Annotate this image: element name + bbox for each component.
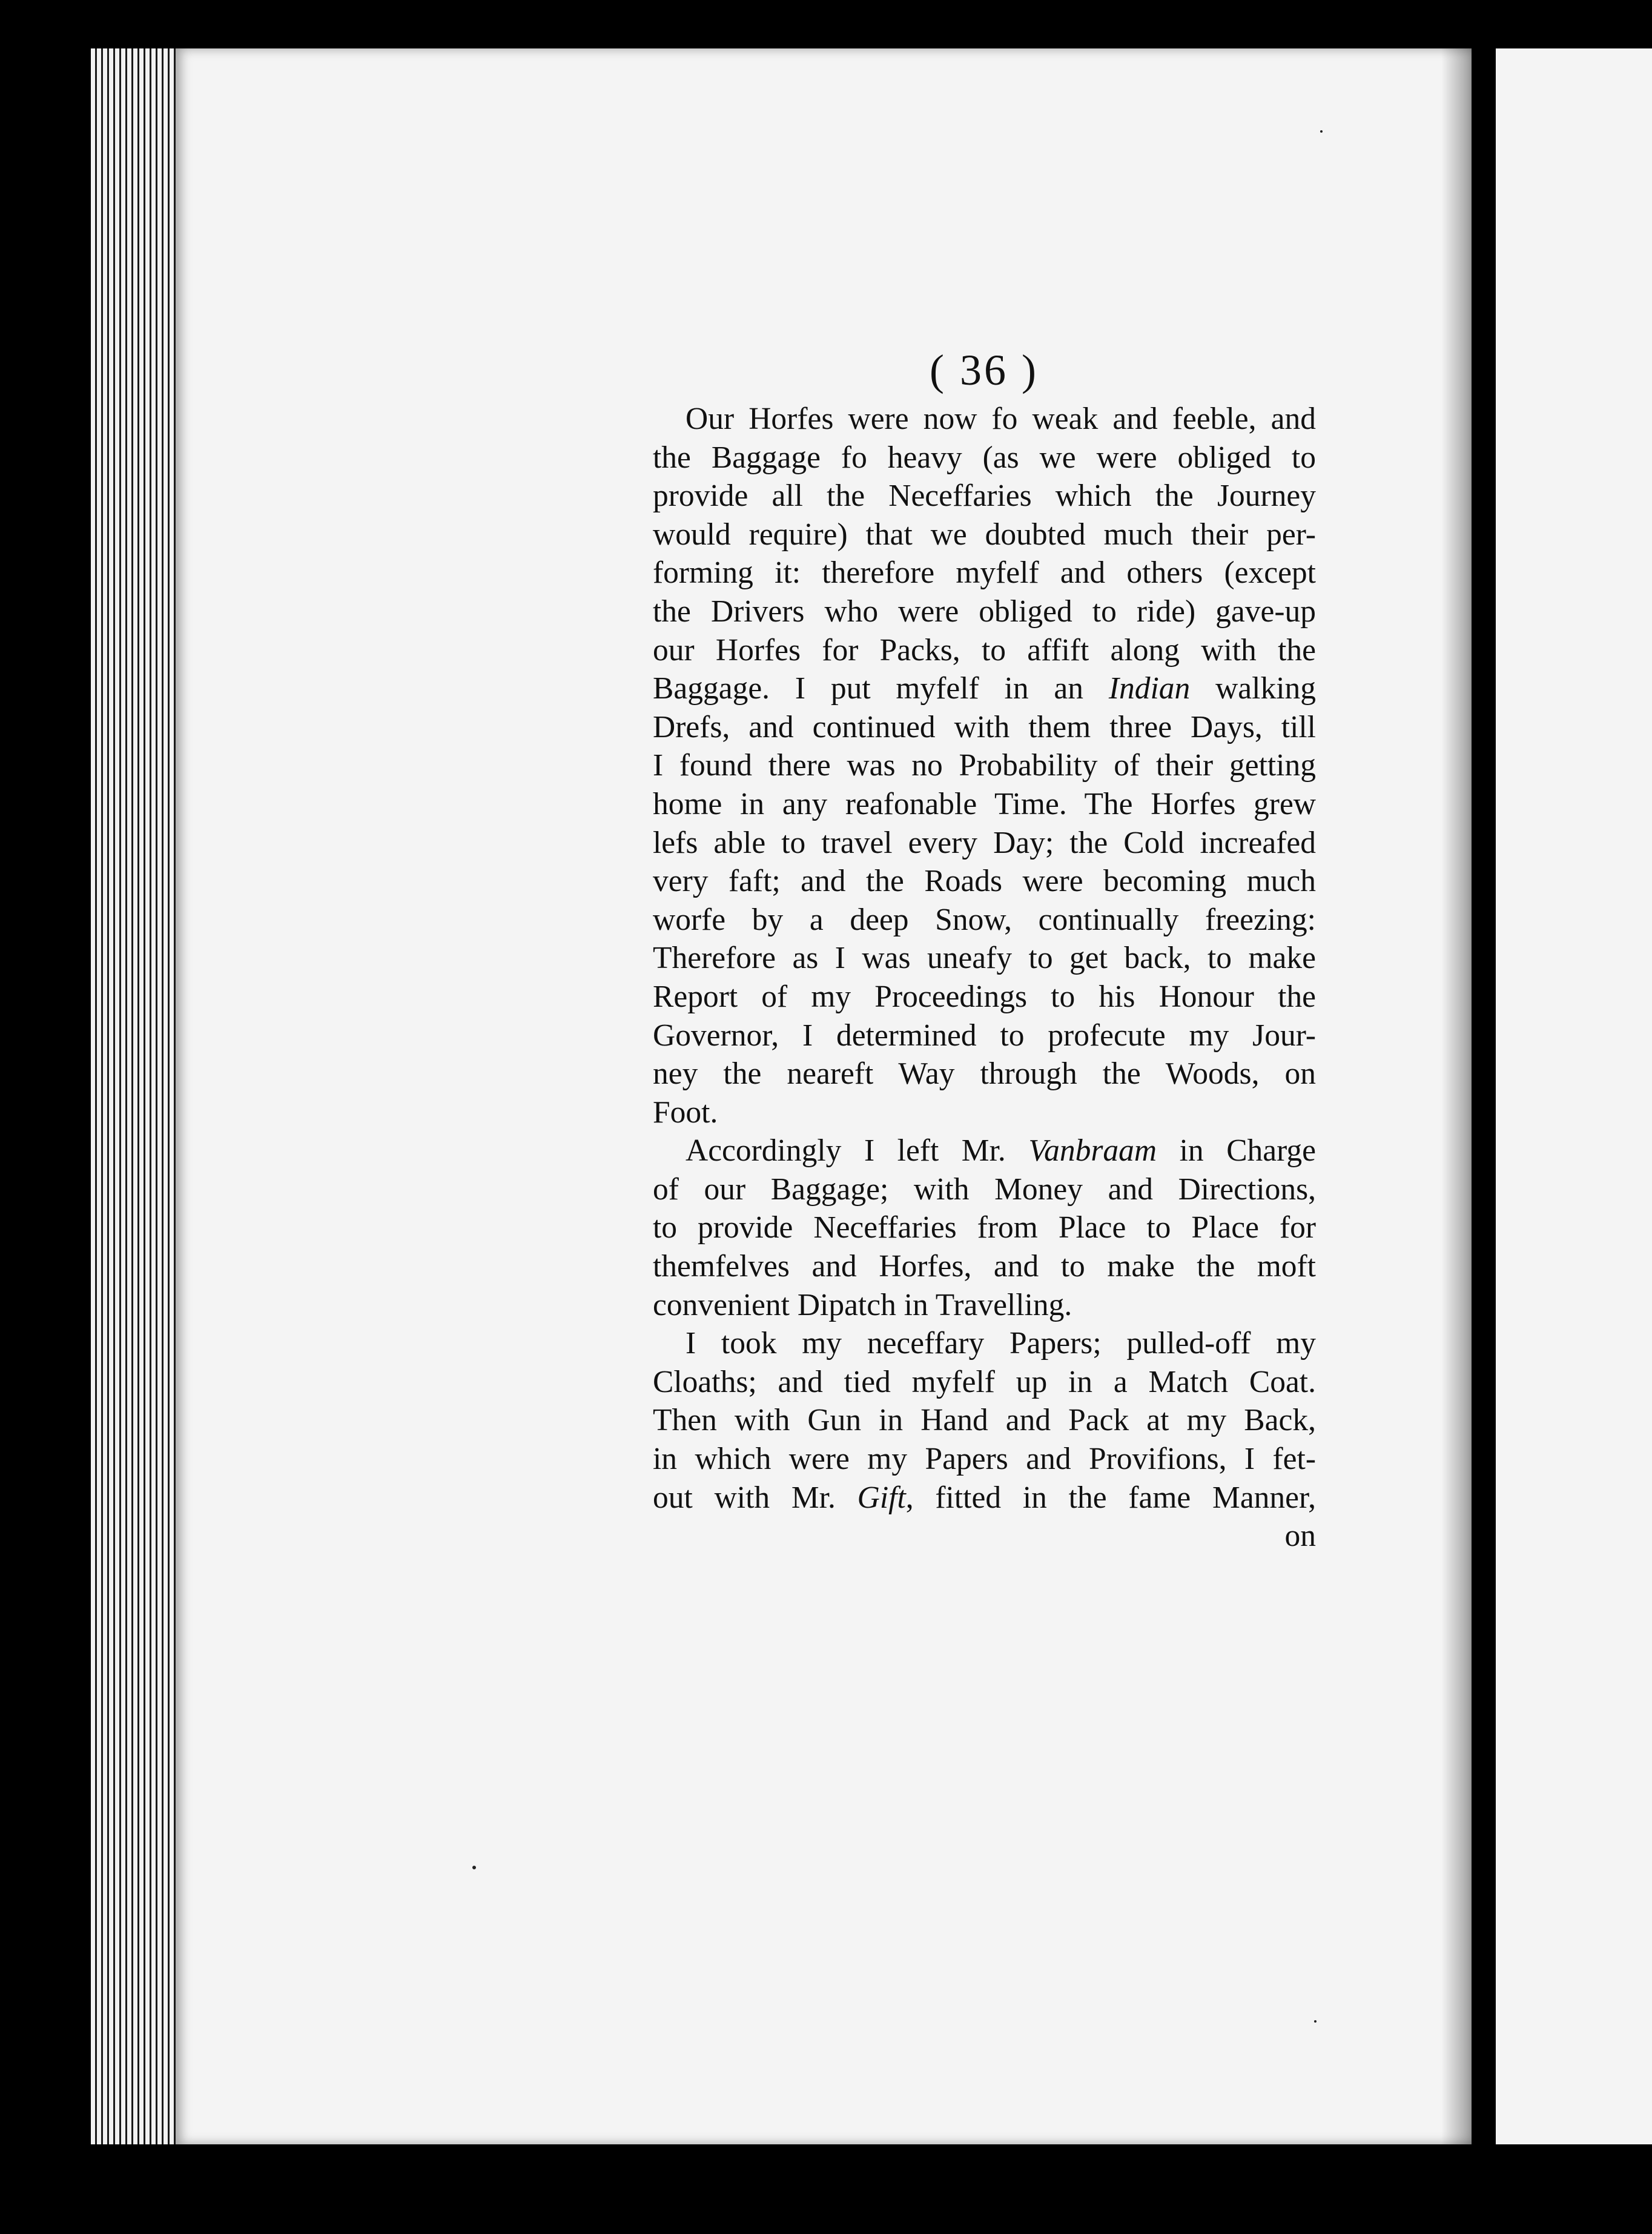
text-line: Therefore as I was uneafy to get back, to make: [653, 941, 1316, 976]
scan-speck: [472, 1866, 476, 1869]
paragraph: [653, 1132, 1316, 1324]
text-line: to provide Neceffaries from Place to Place for: [653, 1210, 1316, 1245]
page-edges: [91, 48, 182, 2144]
text-line: the Baggage fo heavy (as we were obliged to: [653, 440, 1316, 475]
text-line: Governor, I determined to profecute my Jour-: [653, 1018, 1316, 1053]
text-line: Then with Gun in Hand and Pack at my Back,: [653, 1403, 1316, 1438]
text-line: Cloaths; and tied myfelf up in a Match Coat.: [653, 1364, 1316, 1399]
text-line: the Drivers who were obliged to ride) gave-up: [653, 594, 1316, 629]
gutter-shadow: [1441, 48, 1472, 2144]
paragraph: [653, 1324, 1316, 1517]
text-line: Accordingly I left Mr. Vanbraam in Charge: [686, 1133, 1316, 1168]
scan-speck: [1314, 2020, 1317, 2023]
text-line: Our Horfes were now fo weak and feeble, and: [686, 402, 1316, 436]
text-line: forming it: therefore myfelf and others (except: [653, 555, 1316, 591]
text-line: Baggage. I put myfelf in an Indian walking: [653, 671, 1317, 706]
facing-page: [1496, 48, 1652, 2144]
text-line: ney the neareft Way through the Woods, on: [653, 1056, 1316, 1092]
paragraph: [653, 400, 1316, 1132]
catchword: on: [1284, 1519, 1316, 1554]
text-line: of our Baggage; with Money and Directions,: [653, 1172, 1316, 1207]
text-line: Report of my Proceedings to his Honour the: [653, 979, 1316, 1014]
page-number: ( 36 ): [930, 346, 1039, 394]
scan-speck: [1320, 130, 1323, 133]
text-line: Drefs, and continued with them three Days, till: [653, 709, 1316, 744]
text-line: provide all the Neceffaries which the Journey: [653, 479, 1316, 514]
text-line: would require) that we doubted much their per-: [653, 517, 1316, 552]
body-text: [653, 400, 1316, 1556]
text-line: convenient Dipatch in Travelling.: [653, 1287, 1072, 1322]
text-line: home in any reafonable Time. The Horfes grew: [653, 786, 1316, 821]
text-line: lefs able to travel every Day; the Cold increafed: [653, 825, 1316, 860]
text-line: themfelves and Horfes, and to make the moft: [653, 1249, 1316, 1284]
text-line: in which were my Papers and Provifions, I fet-: [653, 1442, 1316, 1477]
text-line: very faft; and the Roads were becoming much: [653, 864, 1316, 899]
text-line: out with Mr. Gift, fitted in the fame Manner,: [653, 1480, 1317, 1515]
text-line: worfe by a deep Snow, continually freezing:: [653, 902, 1316, 937]
text-line: I took my neceffary Papers; pulled-off my: [686, 1326, 1316, 1361]
text-line: I found there was no Probability of their getting: [653, 748, 1316, 783]
text-line: our Horfes for Packs, to affift along with the: [653, 632, 1316, 668]
text-line: Foot.: [653, 1095, 718, 1130]
